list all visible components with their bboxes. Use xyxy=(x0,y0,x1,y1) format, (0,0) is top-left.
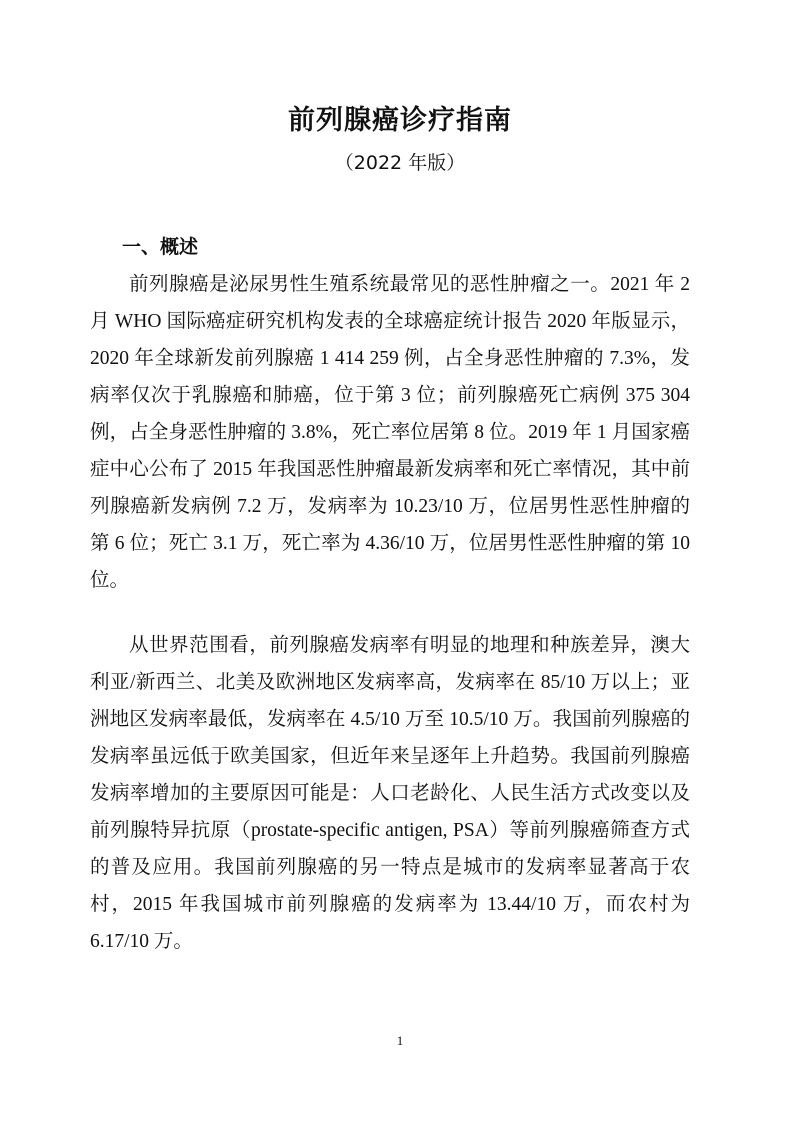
section-heading-overview: 一、概述 xyxy=(122,236,199,258)
page-number: 1 xyxy=(396,1033,404,1048)
document-title: 前列腺癌诊疗指南 xyxy=(288,105,512,136)
paragraph-geographic-differences: 从世界范围看，前列腺癌发病率有明显的地理和种族差异，澳大利亚/新西兰、北美及欧洲地区发病率高，发病率在 85/10 万以上；亚洲地区发病率最低，发病率在 4.5/10 万至 10.5/10 万。我国前列腺癌的发病率虽远低于欧美国家，但近年来呈逐年上升趋势。我国前列腺癌发病率增加的主要原因可能是：人口老龄化、人民生活方式改变以及前列腺特异抗原（prostate-specific antigen, PSA）等前列腺癌筛查方式的普及应用。我国前列腺癌的另一特点是城市的发病率显著高于农村，2015 年我国城市前列腺癌的发病率为 13.44/10 万，而农村为 6.17/10 万。 xyxy=(90,635,690,952)
paragraph-incidence-statistics: 前列腺癌是泌尿男性生殖系统最常见的恶性肿瘤之一。2021 年 2 月 WHO 国际癌症研究机构发表的全球癌症统计报告 2020 年版显示，2020 年全球新发前列腺癌 1 414 259 例，占全身恶性肿瘤的 7.3%，发病率仅次于乳腺癌和肺癌，位于第 3 位；前列腺癌死亡病例 375 304 例，占全身恶性肿瘤的 3.8%，死亡率位居第 8 位。2019 年 1 月国家癌症中心公布了 2015 年我国恶性肿瘤最新发病率和死亡率情况，其中前列腺癌新发病例 7.2 万，发病率为 10.23/10 万，位居男性恶性肿瘤的第 6 位；死亡 3.1 万，死亡率为 4.36/10 万，位居男性恶性肿瘤的第 10 位。 xyxy=(90,274,690,591)
document-edition: （2022 年版） xyxy=(334,152,466,174)
